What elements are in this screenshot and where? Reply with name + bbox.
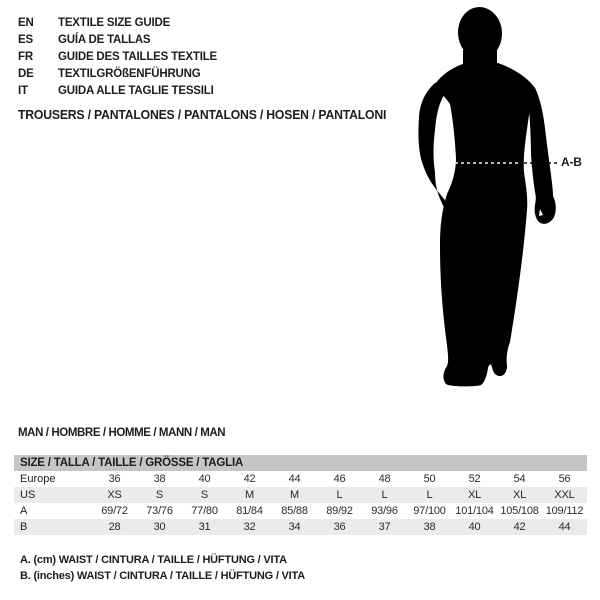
table-cell: M [245,489,254,501]
size-table-header: SIZE / TALLA / TAILLE / GRÖSSE / TAGLIA [14,455,587,471]
table-cell: 109/112 [545,505,584,517]
language-code: IT [18,85,28,97]
table-cell: 32 [243,521,256,533]
table-cell: XS [107,489,122,501]
language-row-it [18,83,217,100]
table-row-a-cm [14,503,587,519]
table-cell: S [155,489,164,501]
table-cell: 44 [288,473,301,485]
row-label: B [20,521,28,533]
language-row-de [18,66,217,83]
table-cell: L [381,489,388,501]
table-row-europe [14,471,587,487]
language-code: ES [18,34,33,46]
table-row-b-inches [14,519,587,535]
table-cell: 40 [468,521,481,533]
row-label: US [20,489,36,501]
language-label: GUIDA ALLE TAGLIE TESSILI [58,85,214,97]
table-cell: 38 [423,521,436,533]
table-cell: 46 [333,473,346,485]
table-cell: 44 [558,521,571,533]
table-cell: 56 [558,473,571,485]
language-code: FR [18,51,33,63]
table-cell: 105/108 [500,505,539,517]
table-cell: 93/96 [371,505,398,517]
table-cell: 89/92 [326,505,353,517]
row-label: A [20,505,28,517]
row-label: Europe [20,473,56,485]
language-code: DE [18,68,34,80]
table-cell: 36 [108,473,121,485]
table-cell: 77/80 [191,505,218,517]
language-label: GUIDE DES TAILLES TEXTILE [58,51,217,63]
language-label: TEXTILE SIZE GUIDE [58,17,171,29]
table-cell: 101/104 [455,505,494,517]
table-cell: 73/76 [146,505,173,517]
table-cell: XXL [554,489,575,501]
language-list [18,15,217,100]
right-arm-shape [529,87,556,224]
gender-title: MAN / HOMBRE / HOMME / MANN / MAN [18,427,226,439]
garment-title: TROUSERS / PANTALONES / PANTALONS / HOSEN / PANTALONI [18,107,387,122]
table-cell: 40 [198,473,211,485]
table-cell: XL [467,489,482,501]
table-cell: 50 [423,473,436,485]
table-cell: S [200,489,209,501]
table-cell: 42 [513,521,526,533]
language-code: EN [18,17,34,29]
measurement-notes [20,553,305,584]
table-cell: L [426,489,433,501]
note-a: A. (cm) WAIST / CINTURA / TAILLE / HÜFTUNG / VITA [20,554,287,566]
table-cell: 42 [243,473,256,485]
table-row-us [14,487,587,503]
man-silhouette [390,0,600,430]
table-cell: 31 [198,521,211,533]
table-cell: 69/72 [101,505,128,517]
table-cell: 28 [108,521,121,533]
table-cell: L [336,489,343,501]
language-label: GUÍA DE TALLAS [58,34,151,46]
size-table [14,455,587,535]
language-row-fr [18,49,217,66]
table-cell: XL [512,489,527,501]
table-cell: 85/88 [281,505,308,517]
table-cell: 48 [378,473,391,485]
language-row-es [18,32,217,49]
table-cell: 52 [468,473,481,485]
table-cell: 36 [333,521,346,533]
table-cell: 30 [153,521,166,533]
note-b: B. (inches) WAIST / CINTURA / TAILLE / HÜFTUNG / VITA [20,569,305,582]
waist-measure-label: A-B [561,155,582,169]
body-shape [434,62,536,386]
table-cell: 97/100 [413,505,446,517]
table-cell: 54 [513,473,526,485]
table-cell: 34 [288,521,301,533]
language-label: TEXTILGRÖßENFÜHRUNG [58,68,201,80]
man-silhouette-graphic [390,0,600,430]
language-row-en [18,15,217,32]
table-cell: M [290,489,299,501]
table-cell: 38 [153,473,166,485]
table-cell: 81/84 [236,505,263,517]
table-cell: 37 [378,521,391,533]
